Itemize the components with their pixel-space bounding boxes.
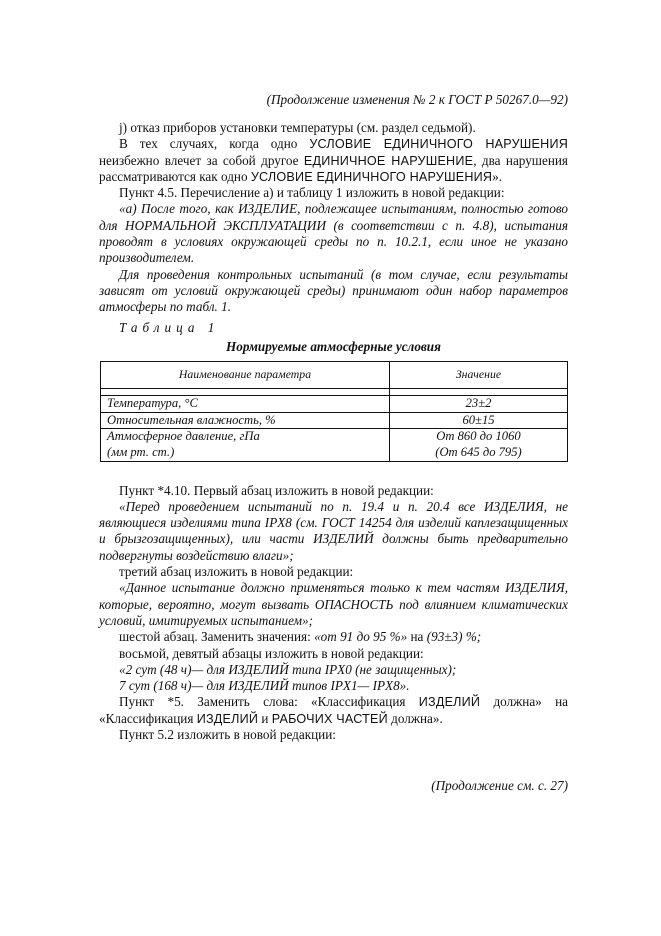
paragraph-clause-5 — [99, 694, 568, 727]
term-caps: ИЗДЕЛИЙ — [196, 711, 259, 726]
text-run: должна» на «Классификация — [99, 694, 568, 726]
term-caps: ИЗДЕЛИЙ — [418, 695, 481, 710]
table-header-value: Значение — [390, 362, 568, 389]
paragraph-clause-4-5: Пункт 4.5. Перечисление а) и таблицу 1 изложить в новой редакции: — [119, 185, 505, 201]
table-number: Таблица 1 — [119, 319, 220, 335]
table-cell-name: Температура, °С — [101, 396, 390, 413]
paragraph-ipx0: «2 сут (48 ч)— для ИЗДЕЛИЙ типа IPX0 (не защищенных); — [119, 661, 457, 677]
text-run: шестой абзац. Заменить значения: — [119, 629, 315, 645]
table-cell-value: 23±2 — [390, 396, 568, 413]
paragraph-single-fault — [99, 136, 568, 185]
text-run: ». — [492, 168, 503, 184]
document-body — [99, 120, 568, 743]
table-cell-value-line: От 860 до 1060 — [436, 429, 521, 444]
table-row — [101, 412, 568, 429]
atmospheric-conditions-table — [100, 361, 568, 461]
paragraph-clause-5-2: Пункт 5.2 изложить в новой редакции: — [119, 726, 336, 742]
table-cell-name-line: Атмосферное давление, гПа — [107, 429, 260, 444]
table-cell-name: Относительная влажность, % — [101, 412, 390, 429]
page-header: (Продолжение изменения № 2 к ГОСТ Р 50267.0—92) — [266, 92, 568, 107]
table-header-parameter: Наименование параметра — [101, 362, 390, 389]
table-cell-value-line: (От 645 до 795) — [435, 444, 522, 459]
paragraph-clause-4-10-quote: «Перед проведением испытаний по п. 19.4 и п. 20.4 все ИЗДЕЛИЯ, не являющиеся изделиями типа IPX8 (см. ГОСТ 14254 для изделий каплезащищенных и брызгозащищенных), или части ИЗДЕЛИЙ должны быть предварительно подвергнуты воздействию влаги»; — [99, 498, 568, 563]
text-run: В тех случаях, когда одно — [119, 136, 310, 152]
paragraph-sixth-abzats — [99, 629, 568, 645]
term-caps: УСЛОВИЕ ЕДИНИЧНОГО НАРУШЕНИЯ — [309, 137, 568, 152]
paragraph-third-abzats-quote: «Данное испытание должно применяться только к тем частям ИЗДЕЛИЯ, которые, вероятно, могут вызвать ОПАСНОСТЬ под влиянием климатических условий, имитируемых испытанием»; — [99, 580, 568, 628]
table-cell-value — [390, 429, 568, 461]
paragraph-third-abzats: третий абзац изложить в новой редакции: — [119, 564, 354, 580]
paragraph-eighth-ninth: восьмой, девятый абзацы изложить в новой редакции: — [119, 645, 424, 661]
text-run: , два нарушения рассматриваются как одно — [99, 152, 568, 184]
table-row — [101, 396, 568, 413]
term-caps: РАБОЧИХ ЧАСТЕЙ — [271, 711, 388, 726]
term-caps: ЕДИНИЧНОЕ НАРУШЕНИЕ — [303, 153, 474, 168]
italic-run: «от 91 до 95 %» — [314, 629, 408, 645]
term-caps: УСЛОВИЕ ЕДИНИЧНОГО НАРУШЕНИЯ — [250, 169, 493, 184]
table-row — [101, 429, 568, 461]
table-title: Нормируемые атмосферные условия — [226, 338, 441, 354]
paragraph-control-tests: Для проведения контрольных испытаний (в том случае, если результаты зависят от условий окружающей среды) принимают один набор параметров атмосферы по табл. 1. — [99, 266, 568, 315]
text-run: и — [258, 710, 272, 726]
paragraph-ipx1-ipx8: 7 сут (168 ч)— для ИЗДЕЛИЙ типов IPX1— IPX8». — [119, 678, 410, 694]
table-cell-name-line: (мм рт. ст.) — [107, 444, 175, 459]
page-footer: (Продолжение см. с. 27) — [431, 778, 568, 793]
table-header-row — [101, 362, 568, 389]
table-cell-value: 60±15 — [390, 412, 568, 429]
text-run: должна». — [387, 710, 443, 726]
text-run: неизбежно влечет за собой другое — [99, 152, 304, 168]
table-cell-name — [101, 429, 390, 461]
paragraph-item-j: j) отказ приборов установки температуры (см. раздел седьмой). — [119, 120, 476, 135]
italic-run: (93±3) %; — [426, 629, 482, 645]
table-spacer-row — [101, 389, 568, 396]
text-run: Пункт *5. Заменить слова: «Классификация — [119, 694, 419, 710]
spacer — [99, 462, 568, 483]
paragraph-clause-4-5-a: «а) После того, как ИЗДЕЛИЕ, подлежащее испытаниям, полностью готово для НОРМАЛЬНОЙ ЭКСПЛУАТАЦИИ (в соответствии с п. 4.8), испытания проводят в условиях окружающей среды по п. 10.2.1, если иное не указано производителем. — [99, 201, 568, 266]
text-run: на — [407, 629, 427, 645]
paragraph-clause-4-10: Пункт *4.10. Первый абзац изложить в новой редакции: — [119, 482, 434, 498]
